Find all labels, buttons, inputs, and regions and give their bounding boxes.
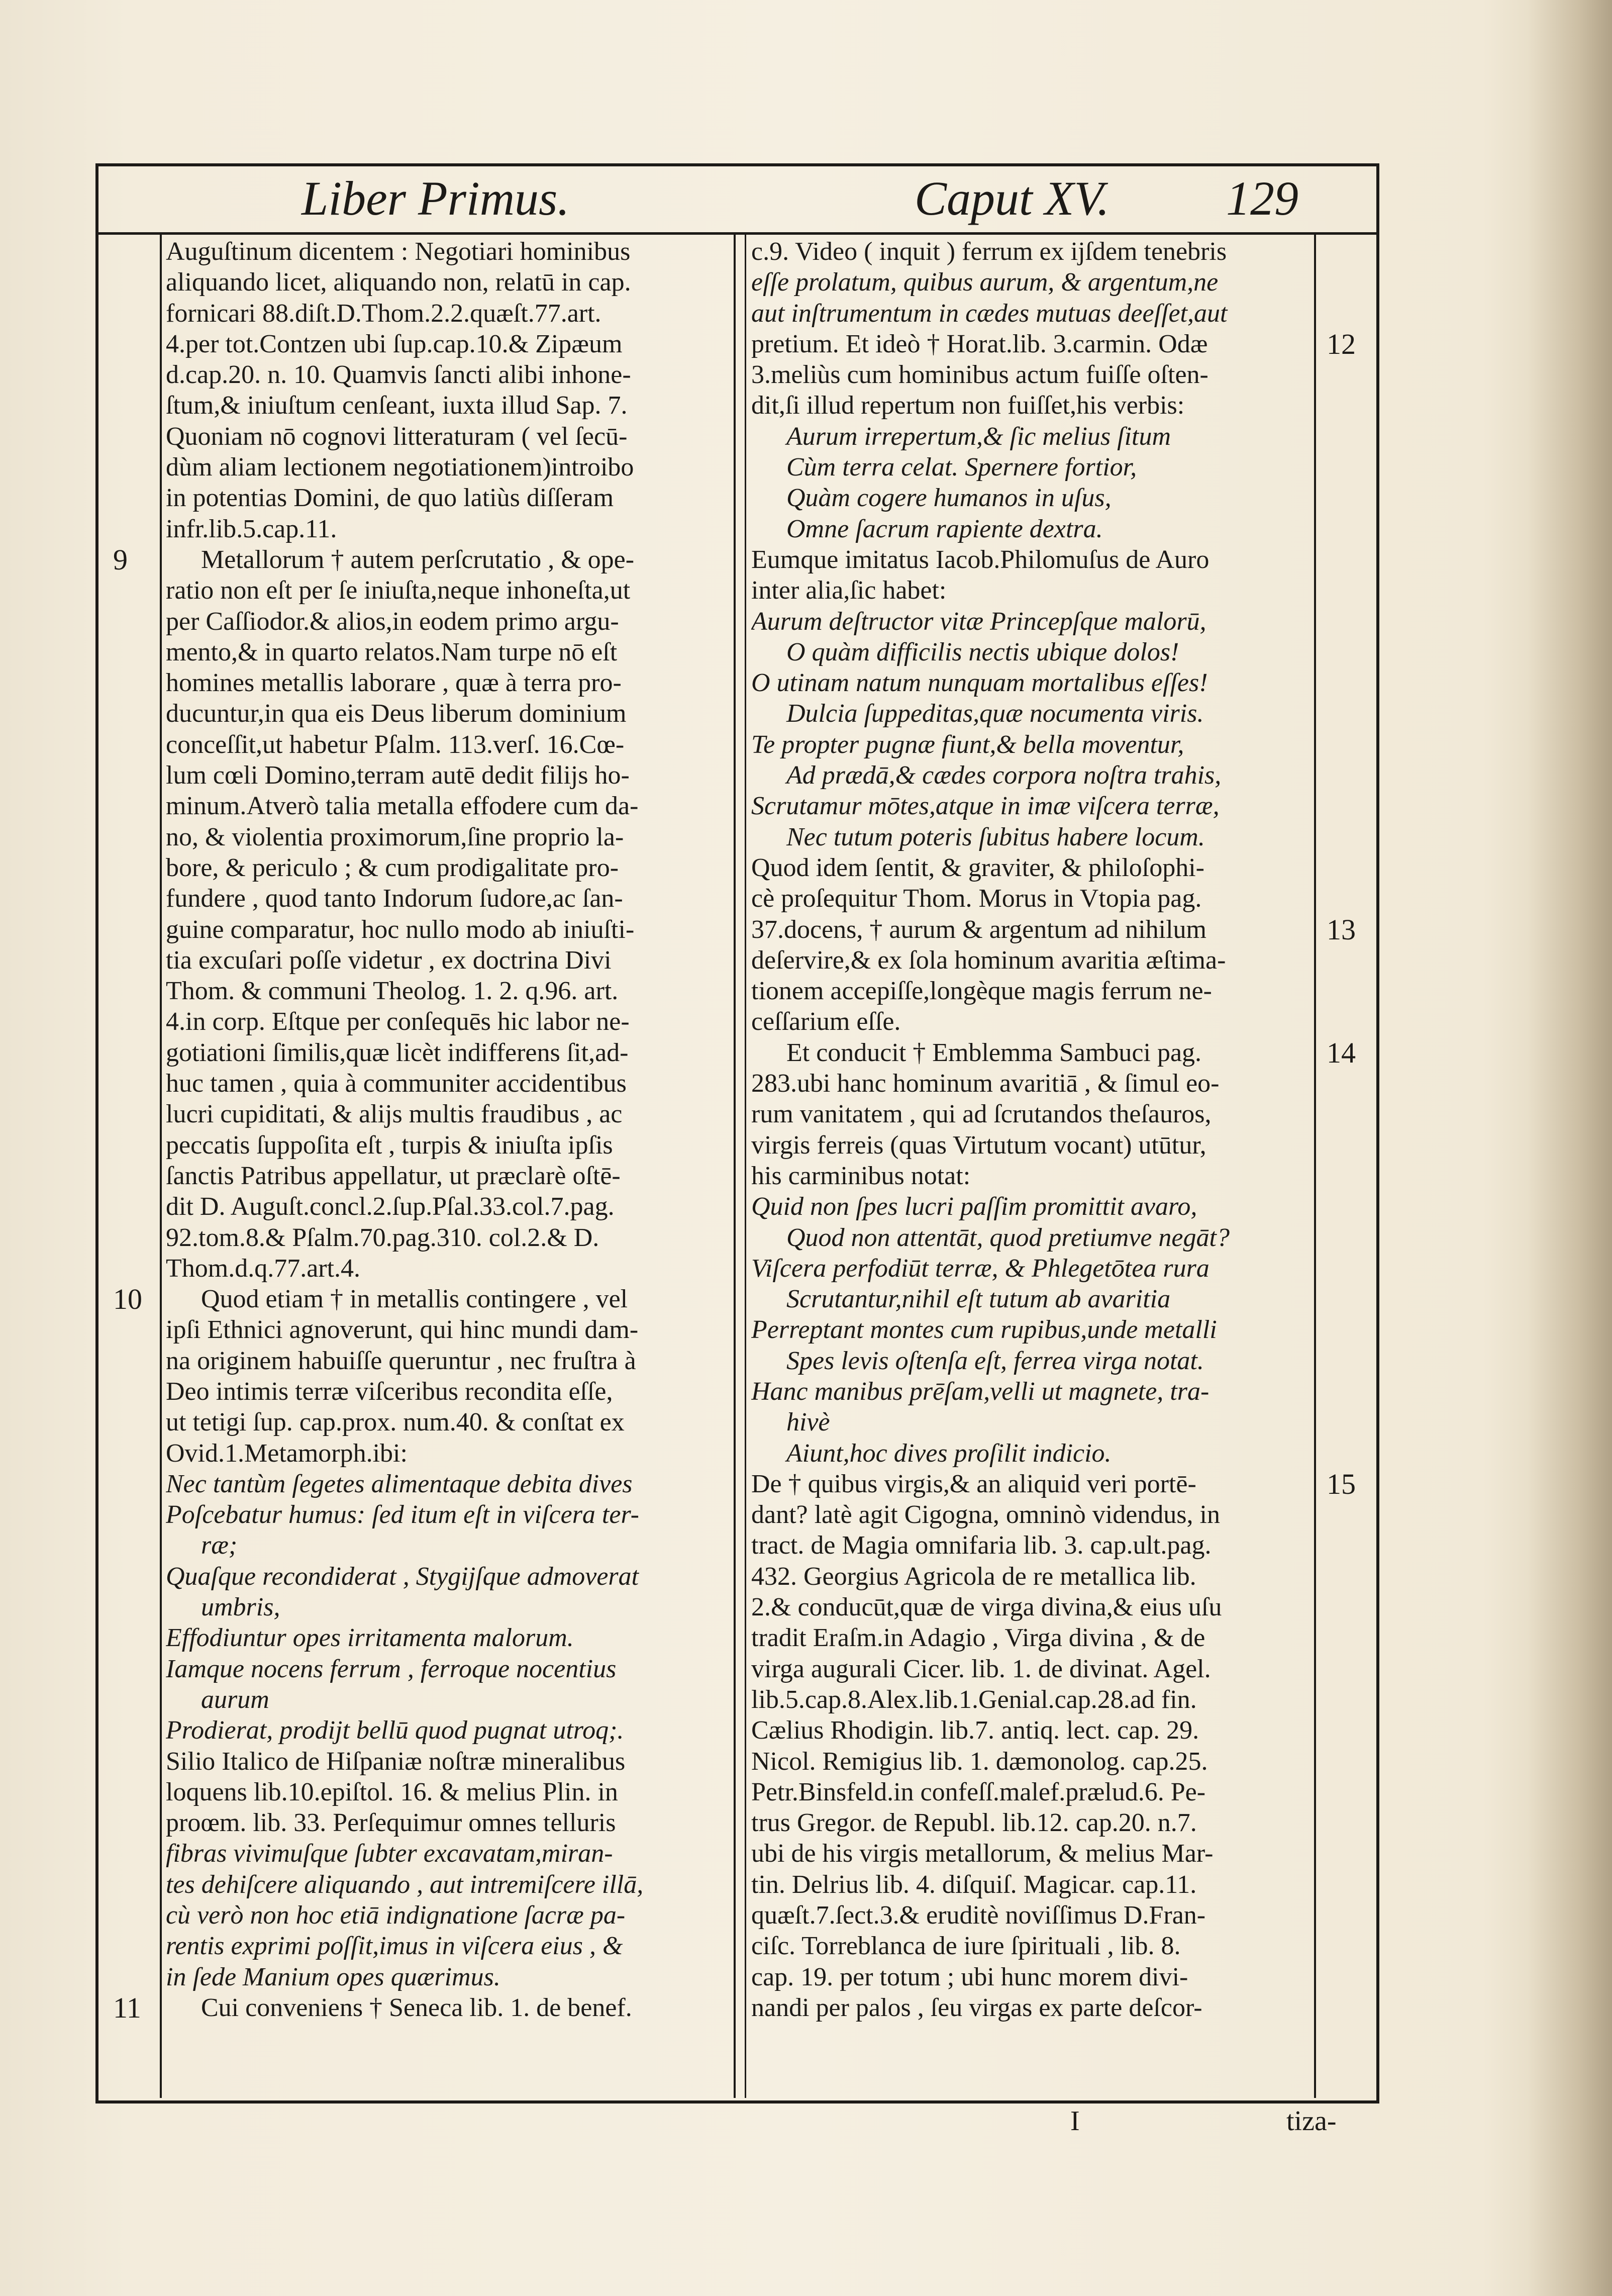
text-line: Cui conveniens † Seneca lib. 1. de benef. — [201, 1993, 632, 2022]
text-line: virga augurali Cicer. lib. 1. de divinat. Agel. — [751, 1654, 1211, 1683]
text-line: aurum — [201, 1685, 269, 1714]
text-line: loquens lib.10.epiſtol. 16. & melius Plin. in — [166, 1777, 618, 1806]
text-line: tes dehiſcere aliquando , aut intremiſcere illā, — [166, 1870, 644, 1899]
text-line: gotiationi ſimilis,quæ licèt indifferens ſit,ad- — [166, 1038, 629, 1067]
text-line: ceſſarium eſſe. — [751, 1007, 901, 1036]
text-line: dit D. Auguſt.concl.2.ſup.Pſal.33.col.7.pag. — [166, 1192, 615, 1221]
text-line: Dulcia ſuppeditas,quæ nocumenta viris. — [786, 699, 1204, 728]
text-line: inter alia,ſic habet: — [751, 576, 947, 605]
left-text-column — [166, 236, 714, 2096]
text-line: his carminibus notat: — [751, 1161, 971, 1190]
text-line: 4.per tot.Contzen ubi ſup.cap.10.& Zipæum — [166, 329, 623, 358]
text-line: ciſc. Torreblanca de iure ſpirituali , lib. 8. — [751, 1932, 1181, 1961]
text-line: Eumque imitatus Iacob.Philomuſus de Auro — [751, 545, 1210, 574]
text-line: cap. 19. per totum ; ubi hunc morem divi- — [751, 1962, 1188, 1991]
text-line: nandi per palos , ſeu virgas ex parte deſcor- — [751, 1993, 1202, 2022]
text-line: Cælius Rhodigin. lib.7. antiq. lect. cap. 29. — [751, 1716, 1199, 1745]
text-line: lucri cupiditati, & alijs multis fraudibus , ac — [166, 1100, 623, 1129]
right-text-column — [751, 236, 1299, 2096]
text-line: Silio Italico de Hiſpaniæ noſtræ mineralibus — [166, 1747, 626, 1776]
margin-number: 14 — [1327, 1036, 1356, 1069]
text-line: tradit Eraſm.in Adagio , Virga divina , & de — [751, 1623, 1205, 1653]
text-line: Perreptant montes cum rupibus,unde metalli — [751, 1315, 1217, 1345]
text-line: deſervire,& ex ſola hominum avaritia æſtima- — [751, 945, 1226, 975]
text-line: huc tamen , quia à communiter accidentibus — [166, 1069, 627, 1098]
text-line: peccatis ſuppoſita eſt , turpis & iniuſta ipſis — [166, 1130, 613, 1160]
page-footer — [100, 2098, 1382, 2144]
text-line: fornicari 88.diſt.D.Thom.2.2.quæſt.77.art. — [166, 299, 601, 328]
text-line: Quod etiam † in metallis contingere , vel — [201, 1285, 628, 1314]
text-line: pretium. Et ideò † Horat.lib. 3.carmin. Odæ — [751, 329, 1208, 358]
text-line: rum vanitatem , qui ad ſcrutandos theſauros, — [751, 1100, 1212, 1129]
text-line: d.cap.20. n. 10. Quamvis ſancti alibi inhone- — [166, 360, 631, 390]
margin-number: 10 — [113, 1283, 142, 1316]
margin-number: 11 — [113, 1991, 141, 2025]
text-line: per Caſſiodor.& alios,in eodem primo argu- — [166, 607, 619, 636]
text-line: Quoniam nō cognovi litteraturam ( vel ſecū- — [166, 422, 628, 451]
text-line: bore, & periculo ; & cum prodigalitate pro- — [166, 853, 619, 882]
text-line: Et conducit † Emblemma Sambuci pag. — [786, 1038, 1202, 1067]
text-line: ſtum,& iniuſtum cenſeant, iuxta illud Sap. 7. — [166, 391, 628, 420]
text-line: Nicol. Remigius lib. 1. dæmonolog. cap.25. — [751, 1747, 1208, 1776]
running-title-left: Liber Primus. — [301, 171, 570, 225]
text-line: Metallorum † autem perſcrutatio , & ope- — [201, 545, 635, 574]
text-line: infr.lib.5.cap.11. — [166, 514, 337, 543]
text-line: lum cœli Domino,terram autē dedit filijs ho- — [166, 761, 630, 790]
text-line: tract. de Magia omnifaria lib. 3. cap.ult.pag. — [751, 1531, 1212, 1560]
text-line: Quid non ſpes lucri paſſim promittit avaro, — [751, 1192, 1197, 1221]
text-line: in ſede Manium opes quærimus. — [166, 1962, 500, 1991]
text-line: Hanc manibus prēſam,velli ut magnete, tra- — [751, 1377, 1210, 1406]
text-line: Aurum irrepertum,& ſic melius ſitum — [786, 422, 1171, 451]
text-line: Viſcera perfodiūt terræ, & Phlegetōtea rura — [751, 1254, 1210, 1283]
text-line: ipſi Ethnici agnoverunt, qui hinc mundi dam- — [166, 1315, 639, 1345]
right-frame-rule — [1376, 163, 1379, 2103]
text-line: Ovid.1.Metamorph.ibi: — [166, 1439, 408, 1468]
text-line: 37.docens, † aurum & argentum ad nihilum — [751, 915, 1206, 944]
text-line: ut tetigi ſup. cap.prox. num.40. & conſtat ex — [166, 1408, 625, 1437]
margin-number: 13 — [1327, 913, 1356, 946]
text-line: virgis ferreis (quas Virtutum vocant) utūtur, — [751, 1130, 1206, 1160]
text-line: 4.in corp. Eſtque per conſequēs hic labor ne- — [166, 1007, 630, 1036]
text-line: fundere , quod tanto Indorum ſudore,ac ſan- — [166, 884, 623, 913]
text-line: Aiunt,hoc dives proſilit indicio. — [786, 1439, 1112, 1468]
text-line: na originem habuiſſe queruntur , nec fruſtra à — [166, 1346, 636, 1375]
text-line: aut inſtrumentum in cædes mutuas deeſſet,aut — [751, 299, 1228, 328]
catchword: tiza- — [1286, 2106, 1337, 2137]
text-line: fibras vivimuſque ſubter excavatam,miran- — [166, 1839, 613, 1868]
text-line: hivè — [786, 1408, 830, 1437]
text-line: Te propter pugnæ fiunt,& bella moventur, — [751, 730, 1184, 759]
text-line: Quod non attentāt, quod pretiumve negāt? — [786, 1223, 1230, 1252]
text-line: Effodiuntur opes irritamenta malorum. — [166, 1623, 574, 1653]
text-line: no, & violentia proximorum,ſine proprio la- — [166, 822, 624, 851]
text-line: Scrutamur mōtes,atque in imæ viſcera terræ, — [751, 792, 1220, 821]
text-line: ducuntur,in qua eis Deus liberum dominium — [166, 699, 627, 728]
text-line: umbris, — [201, 1593, 280, 1622]
text-line: cè proſequitur Thom. Morus in Vtopia pag. — [751, 884, 1202, 913]
text-line: Nec tantùm ſegetes alimentaque debita dives — [166, 1469, 633, 1498]
margin-number: 15 — [1327, 1468, 1356, 1500]
text-line: Auguſtinum dicentem : Negotiari hominibus — [166, 237, 631, 266]
header-rule — [95, 232, 1379, 235]
text-line: ratio non eſt per ſe iniuſta,neque inhoneſta,ut — [166, 576, 631, 605]
text-line: dant? latè agit Cigogna, omninò videndus, in — [751, 1500, 1220, 1529]
text-line: 432. Georgius Agricola de re metallica lib. — [751, 1562, 1196, 1591]
text-line: dit,ſi illud repertum non fuiſſet,his verbis: — [751, 391, 1185, 420]
text-line: De † quibus virgis,& an aliquid veri portē- — [751, 1469, 1196, 1498]
text-line: Iamque nocens ferrum , ferroque nocentius — [166, 1654, 617, 1683]
text-line: Ad prædā,& cædes corpora noſtra trahis, — [786, 761, 1222, 790]
folio-number: 129 — [1226, 171, 1298, 225]
text-line: tin. Delrius lib. 4. diſquiſ. Magicar. cap.11. — [751, 1870, 1197, 1899]
text-line: Omne ſacrum rapiente dextra. — [786, 514, 1103, 543]
text-line: homines metallis laborare , quæ à terra pro- — [166, 668, 622, 698]
text-line: lib.5.cap.8.Alex.lib.1.Genial.cap.28.ad fin. — [751, 1685, 1197, 1714]
text-line: rentis exprimi poſſit,imus in viſcera eius , & — [166, 1932, 623, 1961]
text-line: Quod idem ſentit, & graviter, & philoſophi- — [751, 853, 1205, 882]
running-header — [100, 166, 1372, 231]
margin-number: 9 — [113, 543, 128, 576]
text-line: c.9. Video ( inquit ) ferrum ex ijſdem tenebris — [751, 237, 1227, 266]
text-line: Prodierat, prodijt bellū quod pugnat utroq;. — [166, 1716, 624, 1745]
text-line: ſanctis Patribus appellatur, ut præclarè oſtē- — [166, 1161, 621, 1190]
text-line: Poſcebatur humus: ſed itum eſt in viſcera ter- — [166, 1500, 639, 1529]
text-line: Quaſque recondiderat , Stygijſque admoverat — [166, 1562, 639, 1591]
text-line: conceſſit,ut habetur Pſalm. 113.verſ. 16.Cœ- — [166, 730, 625, 759]
text-line: tia excuſari poſſe videtur , ex doctrina Divi — [166, 945, 612, 975]
text-line: 92.tom.8.& Pſalm.70.pag.310. col.2.& D. — [166, 1223, 599, 1252]
text-line: Spes levis oſtenſa eſt, ferrea virga notat. — [786, 1346, 1204, 1375]
margin-number: 12 — [1327, 327, 1356, 360]
text-line: cù verò non hoc etiā indignatione ſacræ pa- — [166, 1901, 626, 1930]
signature-mark: I — [1070, 2106, 1080, 2137]
text-line: 2.& conducūt,quæ de virga divina,& eius uſu — [751, 1593, 1222, 1622]
text-line: guine comparatur, hoc nullo modo ab iniuſti- — [166, 915, 635, 944]
running-title-right: Caput XV. — [915, 171, 1110, 225]
text-line: dùm aliam lectionem negotiationem)introibo — [166, 453, 634, 482]
text-line: Thom. & communi Theolog. 1. 2. q.96. art. — [166, 977, 619, 1006]
text-line: ræ; — [201, 1531, 238, 1560]
text-line: Scrutantur,nihil eſt tutum ab avaritia — [786, 1285, 1171, 1314]
text-line: 3.meliùs cum hominibus actum fuiſſe oſten- — [751, 360, 1208, 390]
text-line: minum.Atverò talia metalla effodere cum da- — [166, 792, 639, 821]
text-line: Thom.d.q.77.art.4. — [166, 1254, 361, 1283]
text-line: ubi de his virgis metallorum, & melius Mar- — [751, 1839, 1214, 1868]
text-line: aliquando licet, aliquando non, relatū in cap. — [166, 268, 631, 297]
text-line: Petr.Binsfeld.in confeſſ.malef.prælud.6. Pe- — [751, 1777, 1206, 1806]
page-edge-shadow — [1528, 0, 1612, 2296]
left-frame-rule — [95, 163, 98, 2103]
text-line: Aurum deſtructor vitæ Princepſque malorū, — [751, 607, 1206, 636]
text-line: 283.ubi hanc hominum avaritiā , & ſimul eo- — [751, 1069, 1220, 1098]
text-line: Quàm cogere humanos in uſus, — [786, 484, 1112, 513]
text-line: proœm. lib. 33. Perſequimur omnes telluris — [166, 1808, 616, 1838]
text-line: eſſe prolatum, quibus aurum, & argentum,ne — [751, 268, 1219, 297]
text-line: mento,& in quarto relatos.Nam turpe nō eſt — [166, 637, 618, 666]
text-line: Deo intimis terræ viſceribus recondita eſſe, — [166, 1377, 613, 1406]
text-line: trus Gregor. de Republ. lib.12. cap.20. n.7. — [751, 1808, 1197, 1838]
column-divider-rule-2 — [745, 232, 746, 2098]
text-line: O quàm difficilis nectis ubique dolos! — [786, 637, 1179, 666]
text-line: O utinam natum nunquam mortalibus eſſes! — [751, 668, 1208, 698]
column-divider-rule — [734, 232, 736, 2098]
text-line: Nec tutum poteris ſubitus habere locum. — [786, 822, 1205, 851]
text-line: Cùm terra celat. Spernere fortior, — [786, 453, 1137, 482]
column-inner-left-rule — [160, 232, 162, 2098]
column-inner-right-rule — [1314, 232, 1316, 2098]
text-line: tionem accepiſſe,longèque magis ferrum ne- — [751, 977, 1212, 1006]
text-line: quæſt.7.ſect.3.& eruditè noviſſimus D.Fran- — [751, 1901, 1206, 1930]
text-line: in potentias Domini, de quo latiùs diſſeram — [166, 484, 614, 513]
